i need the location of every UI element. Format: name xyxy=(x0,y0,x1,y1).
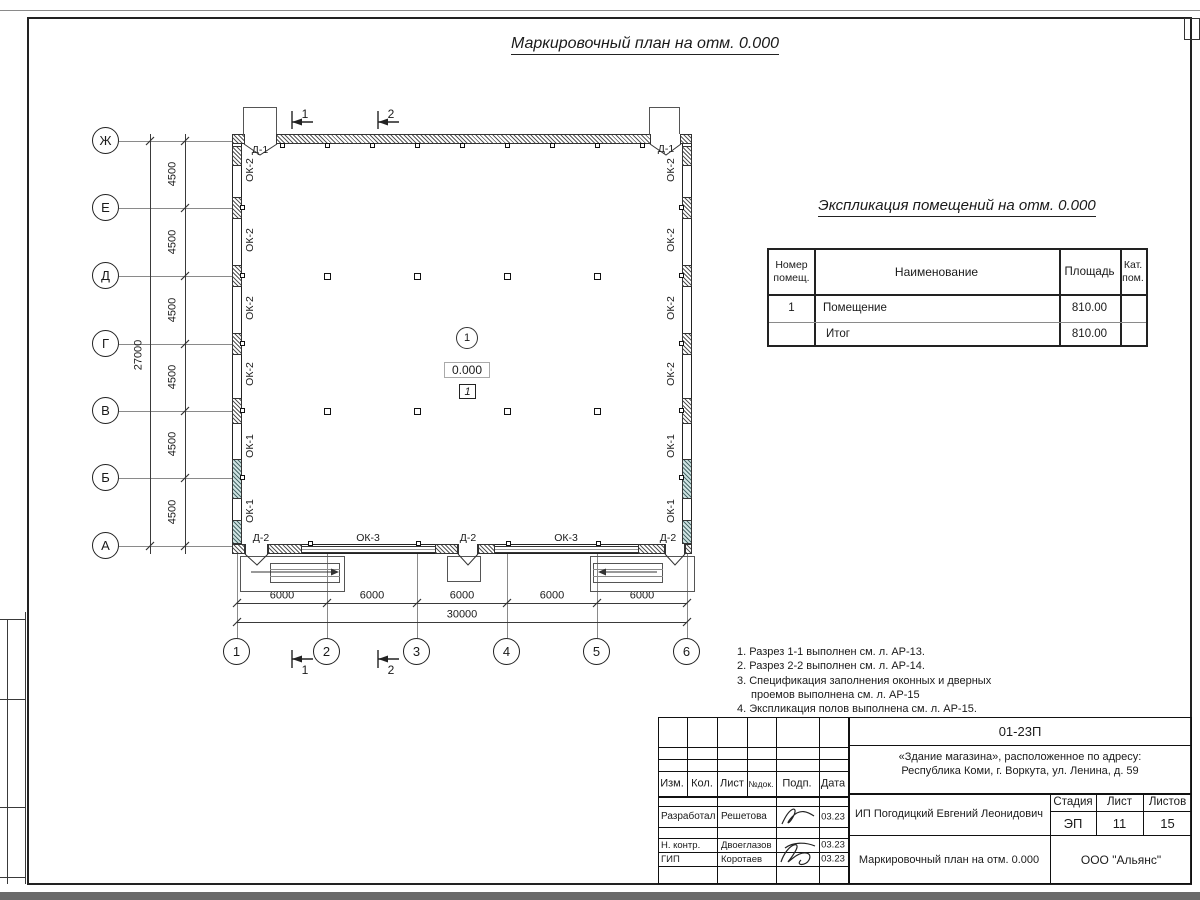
axis-line xyxy=(237,554,238,638)
section-marker-arrowhead xyxy=(292,119,302,126)
table-header-num xyxy=(769,250,814,294)
axis-label: 6 xyxy=(682,644,691,659)
pilaster xyxy=(596,541,601,546)
door-label: Д-2 xyxy=(459,531,477,544)
tb-sheet-label xyxy=(1096,793,1143,811)
axis-bubble xyxy=(92,397,119,424)
object-address-line2: Республика Коми, г. Воркута, ул. Ленина, д. 59 xyxy=(901,765,1139,777)
dim-text: 4500 xyxy=(166,364,179,390)
tb-col-ndoc: №док. xyxy=(748,778,774,789)
section-marker-label: 2 xyxy=(387,107,395,121)
window-label: ОК-2 xyxy=(243,228,256,252)
tb-line xyxy=(658,838,848,839)
column xyxy=(414,273,421,280)
tb-name: Коротаев xyxy=(721,854,763,865)
axis-label: Е xyxy=(101,200,110,215)
room-type-mark xyxy=(459,384,476,399)
header-text: Наименование xyxy=(894,265,979,279)
tb-role: ГИП xyxy=(661,854,680,865)
pilaster xyxy=(679,475,684,480)
doc-code-text: 01-23П xyxy=(998,723,1042,739)
plan-title-text: Маркировочный план на отм. 0.000 xyxy=(511,35,779,55)
drawing-name-text: Маркировочный план на отм. 0.000 xyxy=(858,853,1040,866)
door-label: Д-1 xyxy=(657,142,675,155)
pilaster xyxy=(240,205,245,210)
plan-title xyxy=(445,36,845,52)
window-label: ОК-1 xyxy=(664,499,677,523)
margin-table-line xyxy=(0,807,25,808)
dim-text: 6000 xyxy=(539,589,565,602)
room-number-bubble xyxy=(456,327,478,349)
tb-line xyxy=(658,806,848,807)
tb-line xyxy=(848,745,1192,746)
pilaster xyxy=(415,143,420,148)
ramp-step-line xyxy=(270,569,340,570)
column xyxy=(324,408,331,415)
axis-line xyxy=(507,554,508,638)
tb-line xyxy=(658,796,848,798)
tb-stage-label xyxy=(1050,793,1096,811)
margin-table-line xyxy=(0,699,25,700)
note-line: 2. Разрез 2-2 выполнен см. л. АР-14. xyxy=(737,660,925,673)
axis-label: 2 xyxy=(322,644,331,659)
explication-table xyxy=(767,248,1148,347)
pilaster xyxy=(325,143,330,148)
section-marker-arrowhead xyxy=(378,119,388,126)
tb-line xyxy=(819,717,820,884)
tb-col-izm: Изм. xyxy=(660,777,684,790)
notes xyxy=(737,645,1037,716)
tb-col-data: Дата xyxy=(820,777,846,790)
cell-text: Итог xyxy=(826,327,850,340)
table-cell-area xyxy=(1059,294,1120,322)
axis-bubble xyxy=(313,638,340,665)
page-bottom-bar xyxy=(0,892,1200,900)
cell-text: 810.00 xyxy=(1071,302,1108,314)
axis-bubble xyxy=(673,638,700,665)
tb-doc-code xyxy=(848,717,1192,745)
axis-label: В xyxy=(101,403,110,418)
dim-total-text: 27000 xyxy=(132,339,145,371)
window-label: ОК-2 xyxy=(243,362,256,386)
client-text: ИП Погодицкий Евгений Леонидович xyxy=(855,808,1043,820)
header-text: Площадь xyxy=(1064,266,1115,278)
axis-line xyxy=(119,546,232,547)
tb-date: 03.23 xyxy=(821,853,845,865)
tb-line xyxy=(658,759,848,760)
axis-bubble xyxy=(92,330,119,357)
window-label: ОК-2 xyxy=(664,362,677,386)
wall-pier xyxy=(268,544,302,554)
frame-corner-box xyxy=(1184,18,1200,40)
pilaster xyxy=(679,341,684,346)
pilaster xyxy=(679,273,684,278)
window-label: ОК-2 xyxy=(243,158,256,182)
pilaster xyxy=(240,273,245,278)
tb-date: 03.23 xyxy=(821,839,845,851)
door-label: Д-2 xyxy=(659,531,677,544)
door-opening xyxy=(245,544,268,554)
column xyxy=(504,273,511,280)
dim-text: 4500 xyxy=(166,499,179,525)
pilaster xyxy=(280,143,285,148)
pilaster xyxy=(370,143,375,148)
margin-table-line xyxy=(0,877,25,878)
window-label: ОК-2 xyxy=(664,228,677,252)
dim-line-4500 xyxy=(185,134,186,554)
dim-text: 6000 xyxy=(629,589,655,602)
tb-col-kol: Кол. xyxy=(691,777,713,790)
porch xyxy=(447,556,481,582)
sheet-value-text: 11 xyxy=(1112,815,1127,831)
pilaster xyxy=(240,475,245,480)
frame-top xyxy=(27,17,1192,19)
window-ok2 xyxy=(682,146,692,166)
room-elevation-value: 0.000 xyxy=(451,363,483,377)
room-number: 1 xyxy=(463,332,471,344)
axis-label: Б xyxy=(101,470,110,485)
axis-bubble xyxy=(493,638,520,665)
wall-pier xyxy=(232,544,245,554)
wall-pier xyxy=(435,544,458,554)
column xyxy=(594,273,601,280)
tb-line xyxy=(658,852,848,853)
axis-bubble xyxy=(92,464,119,491)
window-ok2 xyxy=(232,146,242,166)
margin-table-line xyxy=(0,619,25,620)
tb-company xyxy=(1050,835,1192,884)
porch xyxy=(243,107,277,135)
company-text: ООО "Альянс" xyxy=(1080,852,1162,867)
sheets-value-text: 15 xyxy=(1160,815,1175,831)
section-marker-label: 1 xyxy=(301,663,309,677)
axis-label: Д xyxy=(101,268,110,283)
axis-label: 5 xyxy=(592,644,601,659)
axis-line xyxy=(119,411,232,412)
note-line: 4. Экспликация полов выполнена см. л. АР-15. xyxy=(737,703,977,716)
column xyxy=(414,408,421,415)
ramp-step-line xyxy=(593,569,663,570)
tb-date: 03.23 xyxy=(821,811,845,823)
tb-line xyxy=(687,717,688,796)
tb-line xyxy=(658,747,848,748)
dim-text: 6000 xyxy=(359,589,385,602)
dim-text: 4500 xyxy=(166,161,179,187)
axis-label: 4 xyxy=(502,644,511,659)
tb-stage-value xyxy=(1050,811,1096,835)
window-label: ОК-1 xyxy=(664,434,677,458)
pilaster xyxy=(505,143,510,148)
sheets-label-text: Листов xyxy=(1148,796,1187,808)
column xyxy=(324,273,331,280)
dim-text: 4500 xyxy=(166,297,179,323)
axis-bubble xyxy=(92,532,119,559)
table-header-cat xyxy=(1120,250,1146,294)
column xyxy=(504,408,511,415)
tb-role: Н. контр. xyxy=(661,840,701,851)
axis-line xyxy=(119,208,232,209)
tb-role: Разработал xyxy=(661,811,716,822)
wall-pier xyxy=(638,544,665,554)
window-label: ОК-1 xyxy=(243,499,256,523)
door-opening xyxy=(665,544,685,554)
dim-total-text: 30000 xyxy=(446,608,478,621)
tb-line xyxy=(658,866,848,867)
tb-sheets-label xyxy=(1143,793,1192,811)
pilaster xyxy=(416,541,421,546)
table-cell-name xyxy=(814,322,1059,345)
door-opening xyxy=(458,544,478,554)
tb-object xyxy=(848,750,1192,778)
stage-label-text: Стадия xyxy=(1053,796,1093,808)
tb-col-podp: Подп. xyxy=(782,777,812,790)
wall-pier xyxy=(478,544,495,554)
tb-line xyxy=(717,717,718,884)
axis-bubble xyxy=(92,194,119,221)
door-label: Д-2 xyxy=(252,531,270,544)
dim-text: 6000 xyxy=(269,589,295,602)
explication-title-text: Экспликация помещений на отм. 0.000 xyxy=(818,197,1095,217)
tb-line xyxy=(658,827,848,828)
object-address-line1: «Здание магазина», расположенное по адресу: xyxy=(898,751,1142,763)
axis-label: Г xyxy=(101,336,110,351)
axis-bubble xyxy=(403,638,430,665)
ramp-step-line xyxy=(593,576,663,577)
cell-text: 1 xyxy=(788,302,795,314)
dim-text: 4500 xyxy=(166,229,179,255)
tb-client xyxy=(848,793,1050,835)
tb-sheet-value xyxy=(1096,811,1143,835)
tb-name: Двоеглазов xyxy=(721,840,772,851)
column xyxy=(594,408,601,415)
window-label: ОК-2 xyxy=(243,296,256,320)
tb-col-list: Лист xyxy=(720,777,744,790)
margin-table-line xyxy=(25,612,26,884)
axis-label: Ж xyxy=(99,133,112,148)
dim-text: 4500 xyxy=(166,431,179,457)
window-ok1 xyxy=(682,520,692,544)
room-type-mark-value: 1 xyxy=(464,385,471,398)
pilaster xyxy=(460,143,465,148)
dim-line-30000 xyxy=(237,622,687,623)
pilaster xyxy=(550,143,555,148)
window-label: ОК-2 xyxy=(664,158,677,182)
window-ok3 xyxy=(302,546,435,553)
tb-line xyxy=(776,717,777,884)
margin-table-line xyxy=(7,619,8,884)
pilaster xyxy=(506,541,511,546)
room-elevation xyxy=(444,362,490,378)
cell-text: 810.00 xyxy=(1071,327,1108,340)
pilaster xyxy=(240,408,245,413)
note-line: 1. Разрез 1-1 выполнен см. л. АР-13. xyxy=(737,646,925,658)
axis-bubble xyxy=(92,262,119,289)
ramp xyxy=(593,563,663,583)
table-cell-name xyxy=(814,294,1059,322)
axis-line xyxy=(417,554,418,638)
pilaster xyxy=(679,205,684,210)
tb-sheets-value xyxy=(1143,811,1192,835)
section-marker-arrowhead xyxy=(292,656,302,663)
axis-line xyxy=(119,141,232,142)
frame-left xyxy=(27,17,29,884)
axis-bubble xyxy=(92,127,119,154)
axis-bubble xyxy=(583,638,610,665)
window-ok1 xyxy=(232,520,242,544)
porch xyxy=(649,107,680,135)
explication-title xyxy=(807,198,1107,213)
header-text: Номер помещ. xyxy=(773,259,810,284)
page-top-rule xyxy=(0,10,1200,11)
header-text: Кат. пом. xyxy=(1122,259,1144,284)
dim-text: 6000 xyxy=(449,589,475,602)
door-label: Д-1 xyxy=(251,143,269,156)
tb-drawing-name xyxy=(848,835,1050,884)
dim-line-6000 xyxy=(237,603,687,604)
axis-line xyxy=(119,478,232,479)
axis-label: А xyxy=(101,538,110,553)
section-marker-label: 2 xyxy=(387,663,395,677)
pilaster xyxy=(679,408,684,413)
sheet-label-text: Лист xyxy=(1107,796,1132,808)
ramp xyxy=(270,563,340,583)
pilaster xyxy=(595,143,600,148)
window-label: ОК-2 xyxy=(664,296,677,320)
table-cell-area xyxy=(1059,322,1120,345)
axis-line xyxy=(119,276,232,277)
tb-line xyxy=(658,771,848,772)
ramp-step-line xyxy=(270,576,340,577)
section-marker-arrowhead xyxy=(378,656,388,663)
window-label: ОК-3 xyxy=(554,531,578,544)
section-marker-label: 1 xyxy=(301,107,309,121)
window-label: ОК-3 xyxy=(356,531,380,544)
pilaster xyxy=(308,541,313,546)
note-line: 3. Спецификация заполнения оконных и дверных проемов выполнена см. л. АР-15 xyxy=(737,674,992,701)
table-header-area xyxy=(1059,250,1120,294)
pilaster xyxy=(640,143,645,148)
axis-bubble xyxy=(223,638,250,665)
wall-pier xyxy=(685,544,692,554)
window-ok3 xyxy=(495,546,638,553)
table-header-name xyxy=(814,250,1059,294)
cell-text: Помещение xyxy=(823,302,887,314)
dim-line-27000 xyxy=(150,134,151,554)
axis-label: 1 xyxy=(232,644,241,659)
window-label: ОК-1 xyxy=(243,434,256,458)
pilaster xyxy=(240,341,245,346)
door-opening xyxy=(244,134,277,144)
stage-value-text: ЭП xyxy=(1063,815,1083,831)
axis-label: 3 xyxy=(412,644,421,659)
table-cell-num xyxy=(769,294,814,322)
tb-name: Решетова xyxy=(721,811,767,822)
